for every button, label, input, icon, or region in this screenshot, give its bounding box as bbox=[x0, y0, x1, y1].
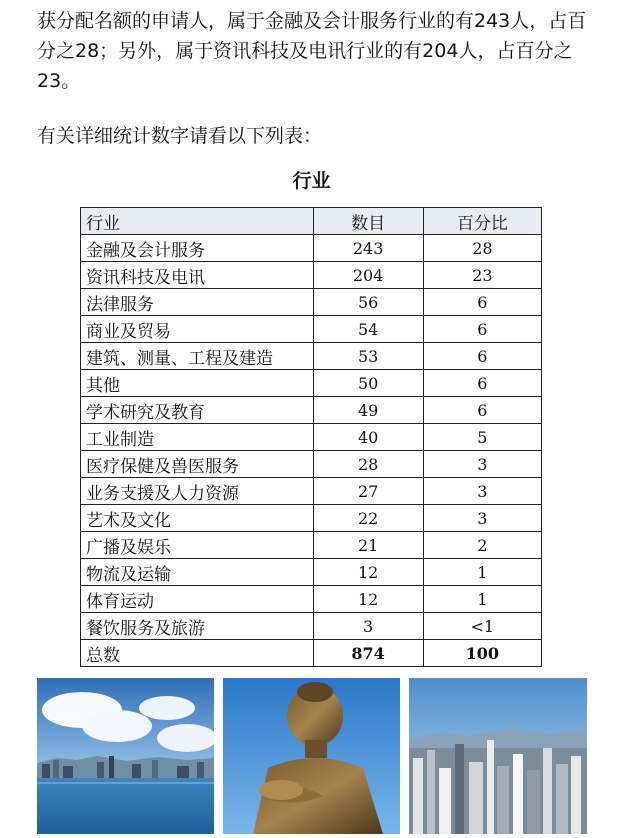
percent-cell: 3 bbox=[423, 505, 541, 532]
percent-cell: 6 bbox=[423, 343, 541, 370]
industry-cell: 医疗保健及兽医服务 bbox=[81, 451, 314, 478]
table-row bbox=[81, 316, 542, 343]
table-row bbox=[81, 370, 542, 397]
percent-cell: 2 bbox=[423, 532, 541, 559]
table-header-row bbox=[81, 208, 542, 235]
table-row bbox=[81, 613, 542, 640]
harbour-skyline-photo bbox=[37, 678, 214, 834]
industry-cell: 资讯科技及电讯 bbox=[81, 262, 314, 289]
percent-cell: 6 bbox=[423, 370, 541, 397]
percent-cell: 6 bbox=[423, 316, 541, 343]
count-cell: 3 bbox=[313, 613, 423, 640]
table-row bbox=[81, 586, 542, 613]
percent-cell: 1 bbox=[423, 586, 541, 613]
industry-cell: 业务支援及人力资源 bbox=[81, 478, 314, 505]
count-cell: 28 bbox=[313, 451, 423, 478]
percent-cell: 5 bbox=[423, 424, 541, 451]
table-row bbox=[81, 505, 542, 532]
table-row bbox=[81, 289, 542, 316]
table-row bbox=[81, 424, 542, 451]
count-cell: 27 bbox=[313, 478, 423, 505]
industry-cell: 广播及娱乐 bbox=[81, 532, 314, 559]
industry-cell: 法律服务 bbox=[81, 289, 314, 316]
total-label: 总数 bbox=[81, 640, 314, 667]
table-row bbox=[81, 343, 542, 370]
industry-cell: 物流及运输 bbox=[81, 559, 314, 586]
count-cell: 53 bbox=[313, 343, 423, 370]
percent-cell: 6 bbox=[423, 289, 541, 316]
table-row bbox=[81, 235, 542, 262]
percent-cell: 28 bbox=[423, 235, 541, 262]
count-cell: 40 bbox=[313, 424, 423, 451]
industry-cell: 餐饮服务及旅游 bbox=[81, 613, 314, 640]
total-percent: 100 bbox=[423, 640, 541, 667]
table-row bbox=[81, 262, 542, 289]
count-cell: 21 bbox=[313, 532, 423, 559]
industry-cell: 金融及会计服务 bbox=[81, 235, 314, 262]
table-row bbox=[81, 559, 542, 586]
table-row bbox=[81, 451, 542, 478]
count-cell: 54 bbox=[313, 316, 423, 343]
count-cell: 12 bbox=[313, 586, 423, 613]
table-title: 行业 bbox=[292, 170, 331, 192]
header-percent: 百分比 bbox=[423, 208, 541, 235]
count-cell: 12 bbox=[313, 559, 423, 586]
header-count: 数目 bbox=[313, 208, 423, 235]
table-row bbox=[81, 478, 542, 505]
count-cell: 56 bbox=[313, 289, 423, 316]
photo-strip bbox=[37, 678, 587, 834]
table-total-row bbox=[81, 640, 542, 667]
intro-paragraph: 获分配名额的申请人，属于金融及会计服务行业的有243人，占百分之28；另外，属于资讯科技及电讯行业的有204人，占百分之23。 bbox=[37, 10, 587, 92]
industry-cell: 艺术及文化 bbox=[81, 505, 314, 532]
industry-cell: 建筑、测量、工程及建造 bbox=[81, 343, 314, 370]
industry-table bbox=[80, 207, 542, 667]
industry-cell: 工业制造 bbox=[81, 424, 314, 451]
industry-cell: 商业及贸易 bbox=[81, 316, 314, 343]
header-industry: 行业 bbox=[81, 208, 314, 235]
percent-cell: 23 bbox=[423, 262, 541, 289]
count-cell: 243 bbox=[313, 235, 423, 262]
table-note: 有关详细统计数字请看以下列表： bbox=[37, 125, 323, 147]
industry-cell: 学术研究及教育 bbox=[81, 397, 314, 424]
percent-cell: <1 bbox=[423, 613, 541, 640]
total-count: 874 bbox=[313, 640, 423, 667]
percent-cell: 3 bbox=[423, 478, 541, 505]
table-row bbox=[81, 397, 542, 424]
percent-cell: 3 bbox=[423, 451, 541, 478]
count-cell: 49 bbox=[313, 397, 423, 424]
industry-cell: 体育运动 bbox=[81, 586, 314, 613]
big-buddha-photo bbox=[223, 678, 400, 834]
percent-cell: 1 bbox=[423, 559, 541, 586]
count-cell: 50 bbox=[313, 370, 423, 397]
industry-cell: 其他 bbox=[81, 370, 314, 397]
count-cell: 22 bbox=[313, 505, 423, 532]
percent-cell: 6 bbox=[423, 397, 541, 424]
table-row bbox=[81, 532, 542, 559]
city-aerial-photo bbox=[409, 678, 587, 834]
count-cell: 204 bbox=[313, 262, 423, 289]
